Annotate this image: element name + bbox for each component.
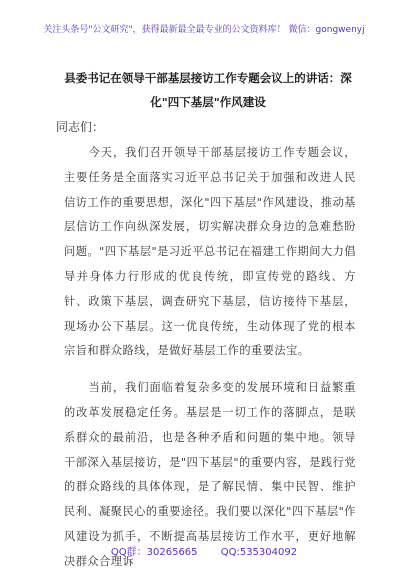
footer-qq: QQ:535304092: [220, 547, 298, 558]
paragraph: 当前，我们面临着复杂多变的发展环境和日益繁重的改革发展稳定任务。基层是一切工作的落脚点，是联系群众的最前沿，也是各种矛盾和问题的集中地。领导干部深入基层接访，是"四下基层"的重要内容，是践行党的群众路线的具体体现，是了解民情、集中民智、维护民利、凝聚民心的重要途径。我们要以深化"四下基层"作风建设为抓手，不断提高基层接访工作水平，更好地解决群众合理诉: [64, 381, 356, 568]
footer-qq-group: QQ群：30265665: [110, 547, 198, 558]
document-title: 县委书记在领导干部基层接访工作专题会议上的讲话：深化"四下基层"作风建设: [64, 71, 352, 109]
page-footer: [0, 543, 408, 558]
promo-banner: 关注头条号"公文研究"，获得最新最全最专业的公文资料库！ 微信：gongwenyj: [43, 25, 365, 35]
paragraph: 今天，我们召开领导干部基层接访工作专题会议，主要任务是全面落实习近平总书记关于加强和改进人民信访工作的重要思想，深化"四下基层"作风建设，推动基层信访工作向纵深发展，切实解决群众身边的急难愁盼问题。"四下基层"是习近平总书记在福建工作期间大力倡导并身体力行形成的优良传统，即宣传党的路线、方针、政策下基层，调查研究下基层，信访接待下基层，现场办公下基层。这一优良传统，生动体现了党的根本宗旨和群众路线，是做好基层工作的重要法宝。: [64, 146, 356, 358]
salutation: 同志们：: [56, 120, 105, 134]
document-body: [64, 141, 356, 587]
